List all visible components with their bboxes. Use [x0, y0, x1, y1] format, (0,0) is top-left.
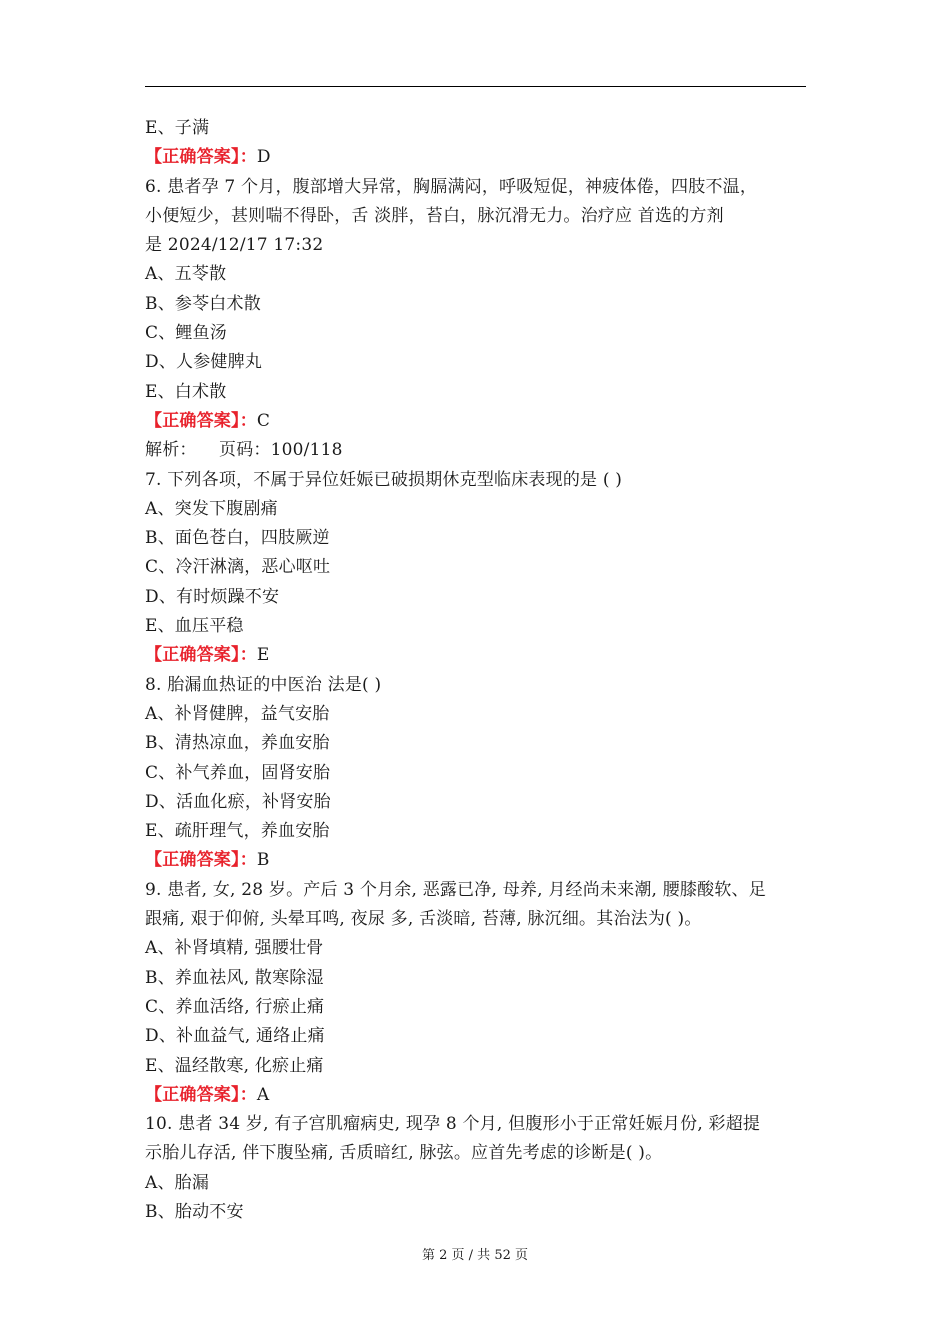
option-b: B、胎动不安: [145, 1201, 244, 1222]
option-b: B、清热凉血，养血安胎: [145, 733, 330, 754]
correct-answer: [145, 641, 810, 670]
option-e: E、疏肝理气，养血安胎: [145, 821, 330, 842]
question-6-line-2: 小便短少，甚则喘不得卧，舌 淡胖，苔白，脉沉滑无力。治疗应 首选的方剂: [145, 205, 724, 226]
answer-value: E: [256, 645, 270, 666]
option-c: C、冷汗淋漓，恶心呕吐: [145, 557, 331, 578]
option-a: A、胎漏: [145, 1172, 210, 1193]
answer-value: A: [256, 1084, 270, 1105]
option-c: C、补气养血，固肾安胎: [145, 762, 331, 783]
option-c: C、养血活络, 行瘀止痛: [145, 996, 325, 1017]
question-6-line-3: 是 2024/12/17 17:32: [145, 235, 324, 256]
question-9-line-1: 9. 患者, 女, 28 岁。产后 3 个月余, 恶露已净, 母养, 月经尚未来潮, 腰膝酸软、足: [145, 879, 766, 900]
answer-label: 【正确答案】：: [145, 1084, 257, 1105]
answer-label: 【正确答案】：: [145, 147, 257, 168]
option-e: E、子满: [145, 118, 210, 138]
answer-value: C: [256, 410, 271, 431]
correct-answer: [145, 143, 810, 172]
answer-label: 【正确答案】：: [145, 410, 257, 431]
option-d: D、有时烦躁不安: [145, 586, 280, 607]
option-b: B、养血祛风, 散寒除湿: [145, 967, 324, 988]
correct-answer: [145, 407, 810, 436]
option-d: D、人参健脾丸: [145, 352, 263, 373]
question-7: 7. 下列各项，不属于异位妊娠已破损期休克型临床表现的是 ( ): [145, 469, 623, 490]
option-d: D、补血益气, 通络止痛: [145, 1026, 325, 1047]
question-9-line-2: 跟痛, 艰于仰俯, 头晕耳鸣, 夜尿 多, 舌淡暗, 苔薄, 脉沉细。其治法为( )。: [145, 909, 702, 930]
document-body: [145, 114, 810, 1227]
answer-label: 【正确答案】：: [145, 850, 257, 871]
option-b: B、参苓白术散: [145, 293, 261, 314]
option-e: E、温经散寒, 化瘀止痛: [145, 1055, 324, 1076]
question-10-line-2: 示胎儿存活, 伴下腹坠痛, 舌质暗红, 脉弦。应首先考虑的诊断是( )。: [145, 1143, 663, 1164]
answer-value: B: [256, 850, 270, 871]
option-a: A、突发下腹剧痛: [145, 498, 278, 519]
option-a: A、补肾填精, 强腰壮骨: [145, 938, 324, 959]
analysis-line: 解析： 页码：100/118: [145, 440, 343, 461]
page-footer: 第 2 页 / 共 52 页: [422, 1248, 528, 1263]
option-a: A、五苓散: [145, 264, 227, 285]
option-c: C、鲤鱼汤: [145, 323, 228, 344]
question-8: 8. 胎漏血热证的中医治 法是( ): [145, 674, 382, 695]
answer-value: D: [256, 147, 271, 168]
question-10-line-1: 10. 患者 34 岁, 有子宫肌瘤病史, 现孕 8 个月, 但腹形小于正常妊娠月份, 彩超提: [145, 1114, 761, 1135]
answer-label: 【正确答案】：: [145, 645, 257, 666]
option-e: E、白术散: [145, 381, 227, 402]
option-d: D、活血化瘀，补肾安胎: [145, 791, 331, 812]
option-a: A、补肾健脾，益气安胎: [145, 703, 330, 724]
option-b: B、面色苍白，四肢厥逆: [145, 528, 330, 549]
correct-answer: [145, 1081, 810, 1110]
option-e: E、血压平稳: [145, 616, 244, 637]
question-6-line-1: 6. 患者孕 7 个月，腹部增大异常，胸膈满闷，呼吸短促，神疲体倦，四肢不温，: [145, 176, 758, 197]
header-rule: [145, 86, 806, 87]
correct-answer: [145, 846, 810, 875]
